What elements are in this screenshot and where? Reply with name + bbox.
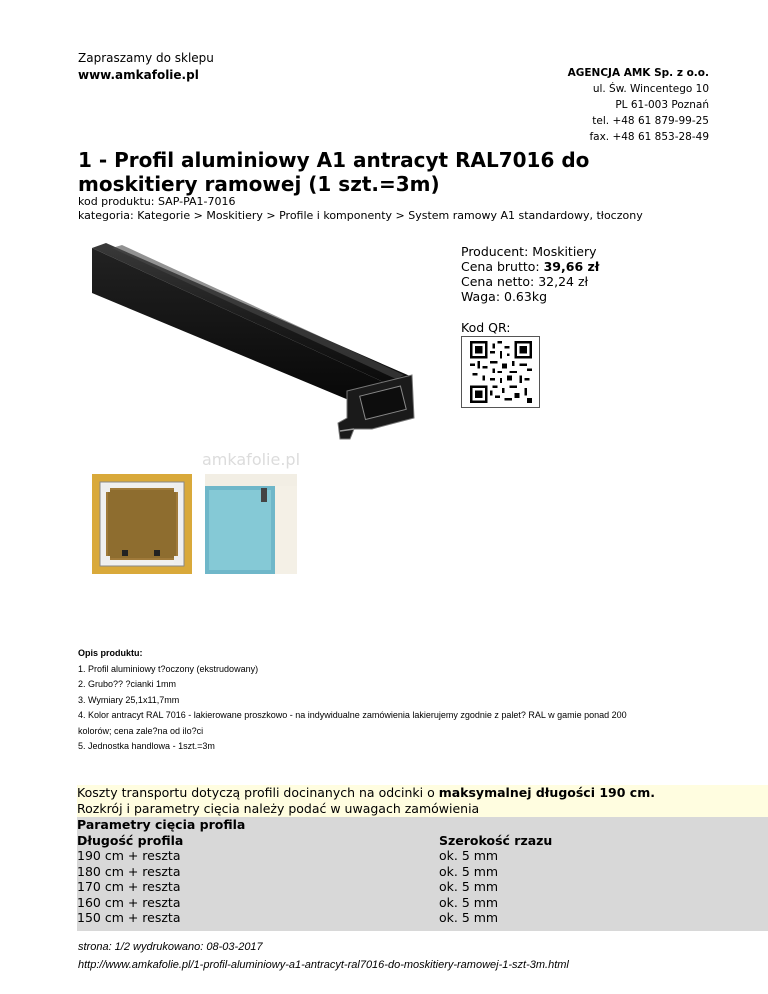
product-code: kod produktu: SAP-PA1-7016 (78, 195, 236, 208)
company-street: ul. Św. Wincentego 10 (592, 83, 709, 95)
shop-invite (78, 50, 214, 84)
qr-label: Kod QR: (461, 320, 511, 335)
transport-line-1: Koszty transportu dotyczą profili docinanych na odcinki o maksymalnej długości 190 cm. (77, 785, 655, 800)
shop-url-link[interactable]: www.amkafolie.pl (78, 68, 199, 82)
photo-watermark: amkafolie.pl (202, 450, 301, 469)
footer-product-link[interactable]: http://www.amkafolie.pl/1-profil-aluminiowy-a1-antracyt-ral7016-do-moskitiery-ramowej-1-szt-3m.html (78, 959, 569, 971)
cutting-params-table (77, 817, 768, 931)
description-line: 4. Kolor antracyt RAL 7016 - lakierowane proszkowo - na indywidualne zamówienia lakierujemy zgodnie z palet? RAL w gamie ponad 200 (78, 710, 627, 720)
table-cell-length: 150 cm + reszta (77, 910, 181, 925)
transport-line-2: Rozkrój i parametry cięcia należy podać w uwagach zamówienia (77, 801, 480, 816)
footer-page-info: strona: 1/2 wydrukowano: 08-03-2017 (78, 941, 263, 953)
company-tel: tel. +48 61 879-99-25 (592, 115, 709, 127)
product-description (78, 646, 718, 755)
description-line: 5. Jednostka handlowa - 1szt.=3m (78, 741, 215, 751)
product-category: kategoria: Kategorie > Moskitiery > Profile i komponenty > System ramowy A1 standardowy, tłoczony (78, 209, 643, 222)
company-name: AGENCJA AMK Sp. z o.o. (567, 67, 709, 79)
price-gross: Cena brutto: 39,66 zł (461, 259, 600, 274)
description-heading: Opis produktu: (78, 648, 143, 658)
params-header-length: Długość profila (77, 832, 184, 848)
table-cell-width: ok. 5 mm (439, 910, 499, 925)
description-line: 3. Wymiary 25,1x11,7mm (78, 694, 180, 705)
price-net: Cena netto: 32,24 zł (461, 274, 589, 289)
invite-text: Zapraszamy do sklepu (78, 51, 214, 65)
transport-notice (77, 785, 768, 817)
table-cell-width: ok. 5 mm (439, 894, 499, 910)
table-cell-length: 160 cm + reszta (77, 894, 181, 910)
print-footer (78, 938, 569, 974)
table-cell-width: ok. 5 mm (439, 863, 499, 879)
page-title: 1 - Profil aluminiowy A1 antracyt RAL7016 do moskitiery ramowej (1 szt.=3m) (78, 148, 590, 196)
table-cell-width: ok. 5 mm (439, 879, 499, 894)
table-cell-length: 180 cm + reszta (77, 863, 181, 879)
product-photo (92, 243, 422, 471)
description-line: 1. Profil aluminiowy t?oczony (ekstrudowany) (78, 663, 259, 674)
weight: Waga: 0.63kg (461, 289, 548, 304)
qr-code (461, 336, 540, 408)
table-cell-length: 170 cm + reszta (77, 879, 181, 894)
params-title: Parametry cięcia profila (77, 817, 246, 832)
product-info (461, 244, 599, 304)
table-cell-width: ok. 5 mm (439, 848, 499, 863)
description-line: 2. Grubo?? ?cianki 1mm (78, 679, 177, 689)
table-cell-length: 190 cm + reszta (77, 848, 181, 863)
producer: Producent: Moskitiery (461, 244, 597, 259)
product-thumbnail-frame[interactable] (92, 474, 192, 574)
product-meta (78, 195, 643, 223)
params-header-width: Szerokość rzazu (439, 832, 553, 848)
product-thumbnail-window[interactable] (205, 474, 297, 574)
company-address (568, 65, 709, 145)
description-line: kolorów; cena zale?na od ilo?ci (78, 725, 204, 736)
company-city: PL 61-003 Poznań (615, 99, 709, 111)
company-fax: fax. +48 61 853-28-49 (589, 131, 709, 143)
